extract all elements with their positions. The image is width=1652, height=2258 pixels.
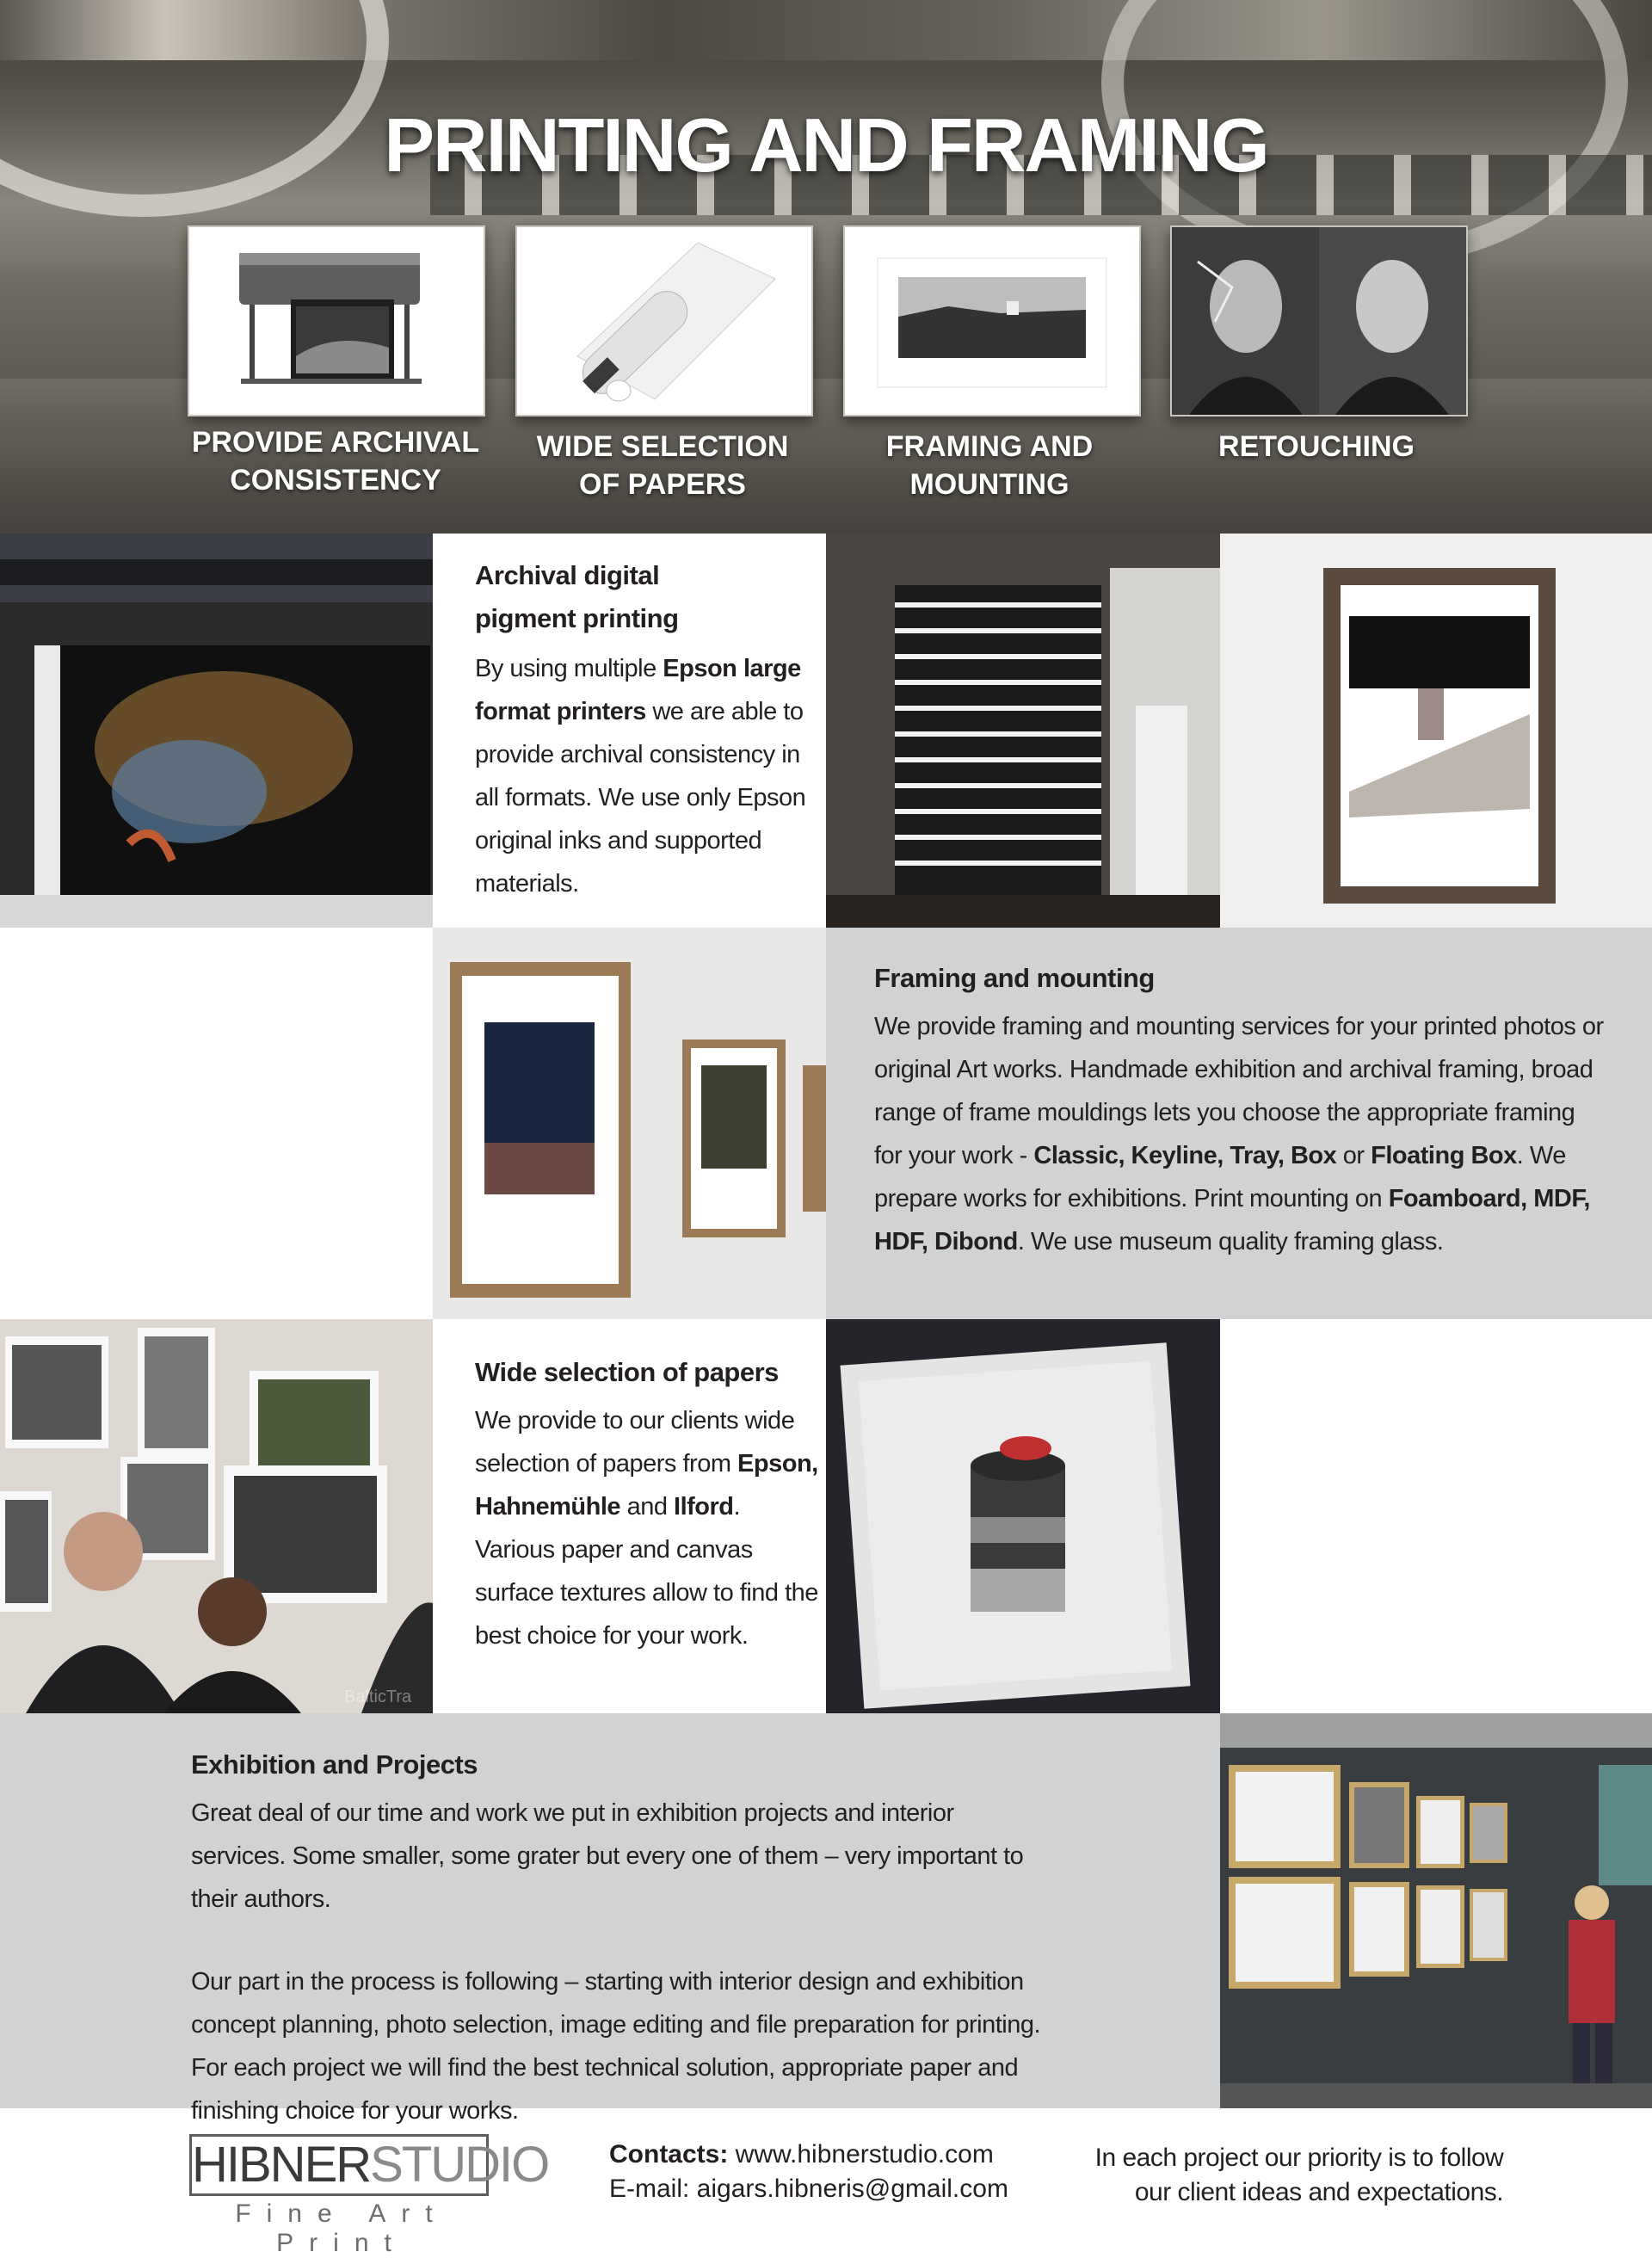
contacts-block: [609, 2138, 1057, 2206]
page-title: PRINTING AND FRAMING: [384, 102, 1268, 188]
photo-exhibition-hall: [1220, 1713, 1652, 2108]
photo-framed-can: [826, 1319, 1220, 1713]
mounted-print-photo: [1220, 534, 1652, 928]
papers-title: Wide selection of papers: [475, 1357, 779, 1387]
contacts-label: Contacts:: [609, 2140, 729, 2169]
archival-title: Archival digital pigment printing: [475, 560, 679, 633]
bee-print-photo: [0, 534, 433, 928]
service-paper-thumbnail: [515, 225, 813, 416]
exhibition-para-1: Great deal of our time and work we put in exhibition projects and interior services. Some smaller, some grater but every one of them – very important to their authors.: [191, 1799, 1024, 1913]
photo-stacked-frames: [826, 534, 1220, 928]
logo-accent: STUDIO: [370, 2137, 549, 2193]
framing-text-block: [874, 957, 1606, 1263]
photo-gallery-visitors: [0, 1319, 433, 1713]
photo-wall-frames: [433, 928, 826, 1319]
exhibition-text-block: [191, 1743, 1051, 2132]
gallery-visitors-photo: [0, 1319, 433, 1713]
service-label-papers: WIDE SELECTION OF PAPERS: [536, 430, 789, 501]
contacts-url-link[interactable]: www.hibnerstudio.com: [728, 2140, 994, 2169]
framed-can-photo: [826, 1319, 1220, 1713]
service-label-retouching: RETOUCHING: [1218, 430, 1415, 463]
service-label-framing: FRAMING AND MOUNTING: [885, 430, 1094, 501]
exhibition-hall-photo: [1220, 1713, 1652, 2108]
logo-main: HIBNER: [192, 2137, 371, 2193]
framing-body: We provide framing and mounting services for your printed photos or original Art works. Handmade exhibition and archival framing, broad range of frame mouldings lets you choose the appropriate framing for your work - Classic, Keyline, Tray, Box or Floating Box. We prepare works for exhibitions. Print mounting on Foamboard, MDF, HDF, Dibond. We use museum quality framing glass.: [874, 1013, 1604, 1255]
papers-body: We provide to our clients wide selection of papers from Epson, Hahnemühle and Ilford. Various paper and canvas surface textures allow to find the best choice for your work.: [475, 1407, 818, 1650]
printer-icon: [189, 227, 484, 415]
footer-tagline: In each project our priority is to follow our client ideas and expectations.: [1094, 2144, 1504, 2206]
framed-print-icon: [845, 227, 1139, 415]
archival-text-block: [475, 554, 819, 905]
service-label-archival: PROVIDE ARCHIVAL CONSISTENCY: [191, 426, 480, 497]
exhibition-title: Exhibition and Projects: [191, 1749, 478, 1780]
wall-frames-photo: [433, 928, 826, 1319]
photo-mounted-print: [1220, 534, 1652, 928]
archival-body: By using multiple Epson large format printers we are able to provide archival consistency in all formats. We use only Epson original inks and supported materials.: [475, 655, 806, 898]
exhibition-para-2: Our part in the process is following – starting with interior design and exhibition concept planning, photo selection, image editing and file preparation for printing. For each project we will find the best technical solution, appropriate paper and finishing choice for your works.: [191, 1968, 1041, 2125]
service-retouching-thumbnail: [1170, 225, 1468, 416]
paper-roll-icon: [517, 227, 811, 415]
framing-title: Framing and mounting: [874, 963, 1155, 993]
contacts-email[interactable]: E-mail: aigars.hibneris@gmail.com: [609, 2175, 1008, 2203]
papers-text-block: [475, 1351, 819, 1657]
logo-subtitle: Fine Art Print: [235, 2199, 448, 2257]
photo-printer-bee: [0, 534, 433, 928]
retouched-portrait-icon: [1172, 227, 1466, 415]
photo-watermark: BalticTra: [344, 1687, 412, 1706]
studio-logo: [189, 2134, 549, 2196]
service-framing-thumbnail: [843, 225, 1141, 416]
stacked-frames-photo: [826, 534, 1220, 928]
service-printer-thumbnail: [188, 225, 485, 416]
